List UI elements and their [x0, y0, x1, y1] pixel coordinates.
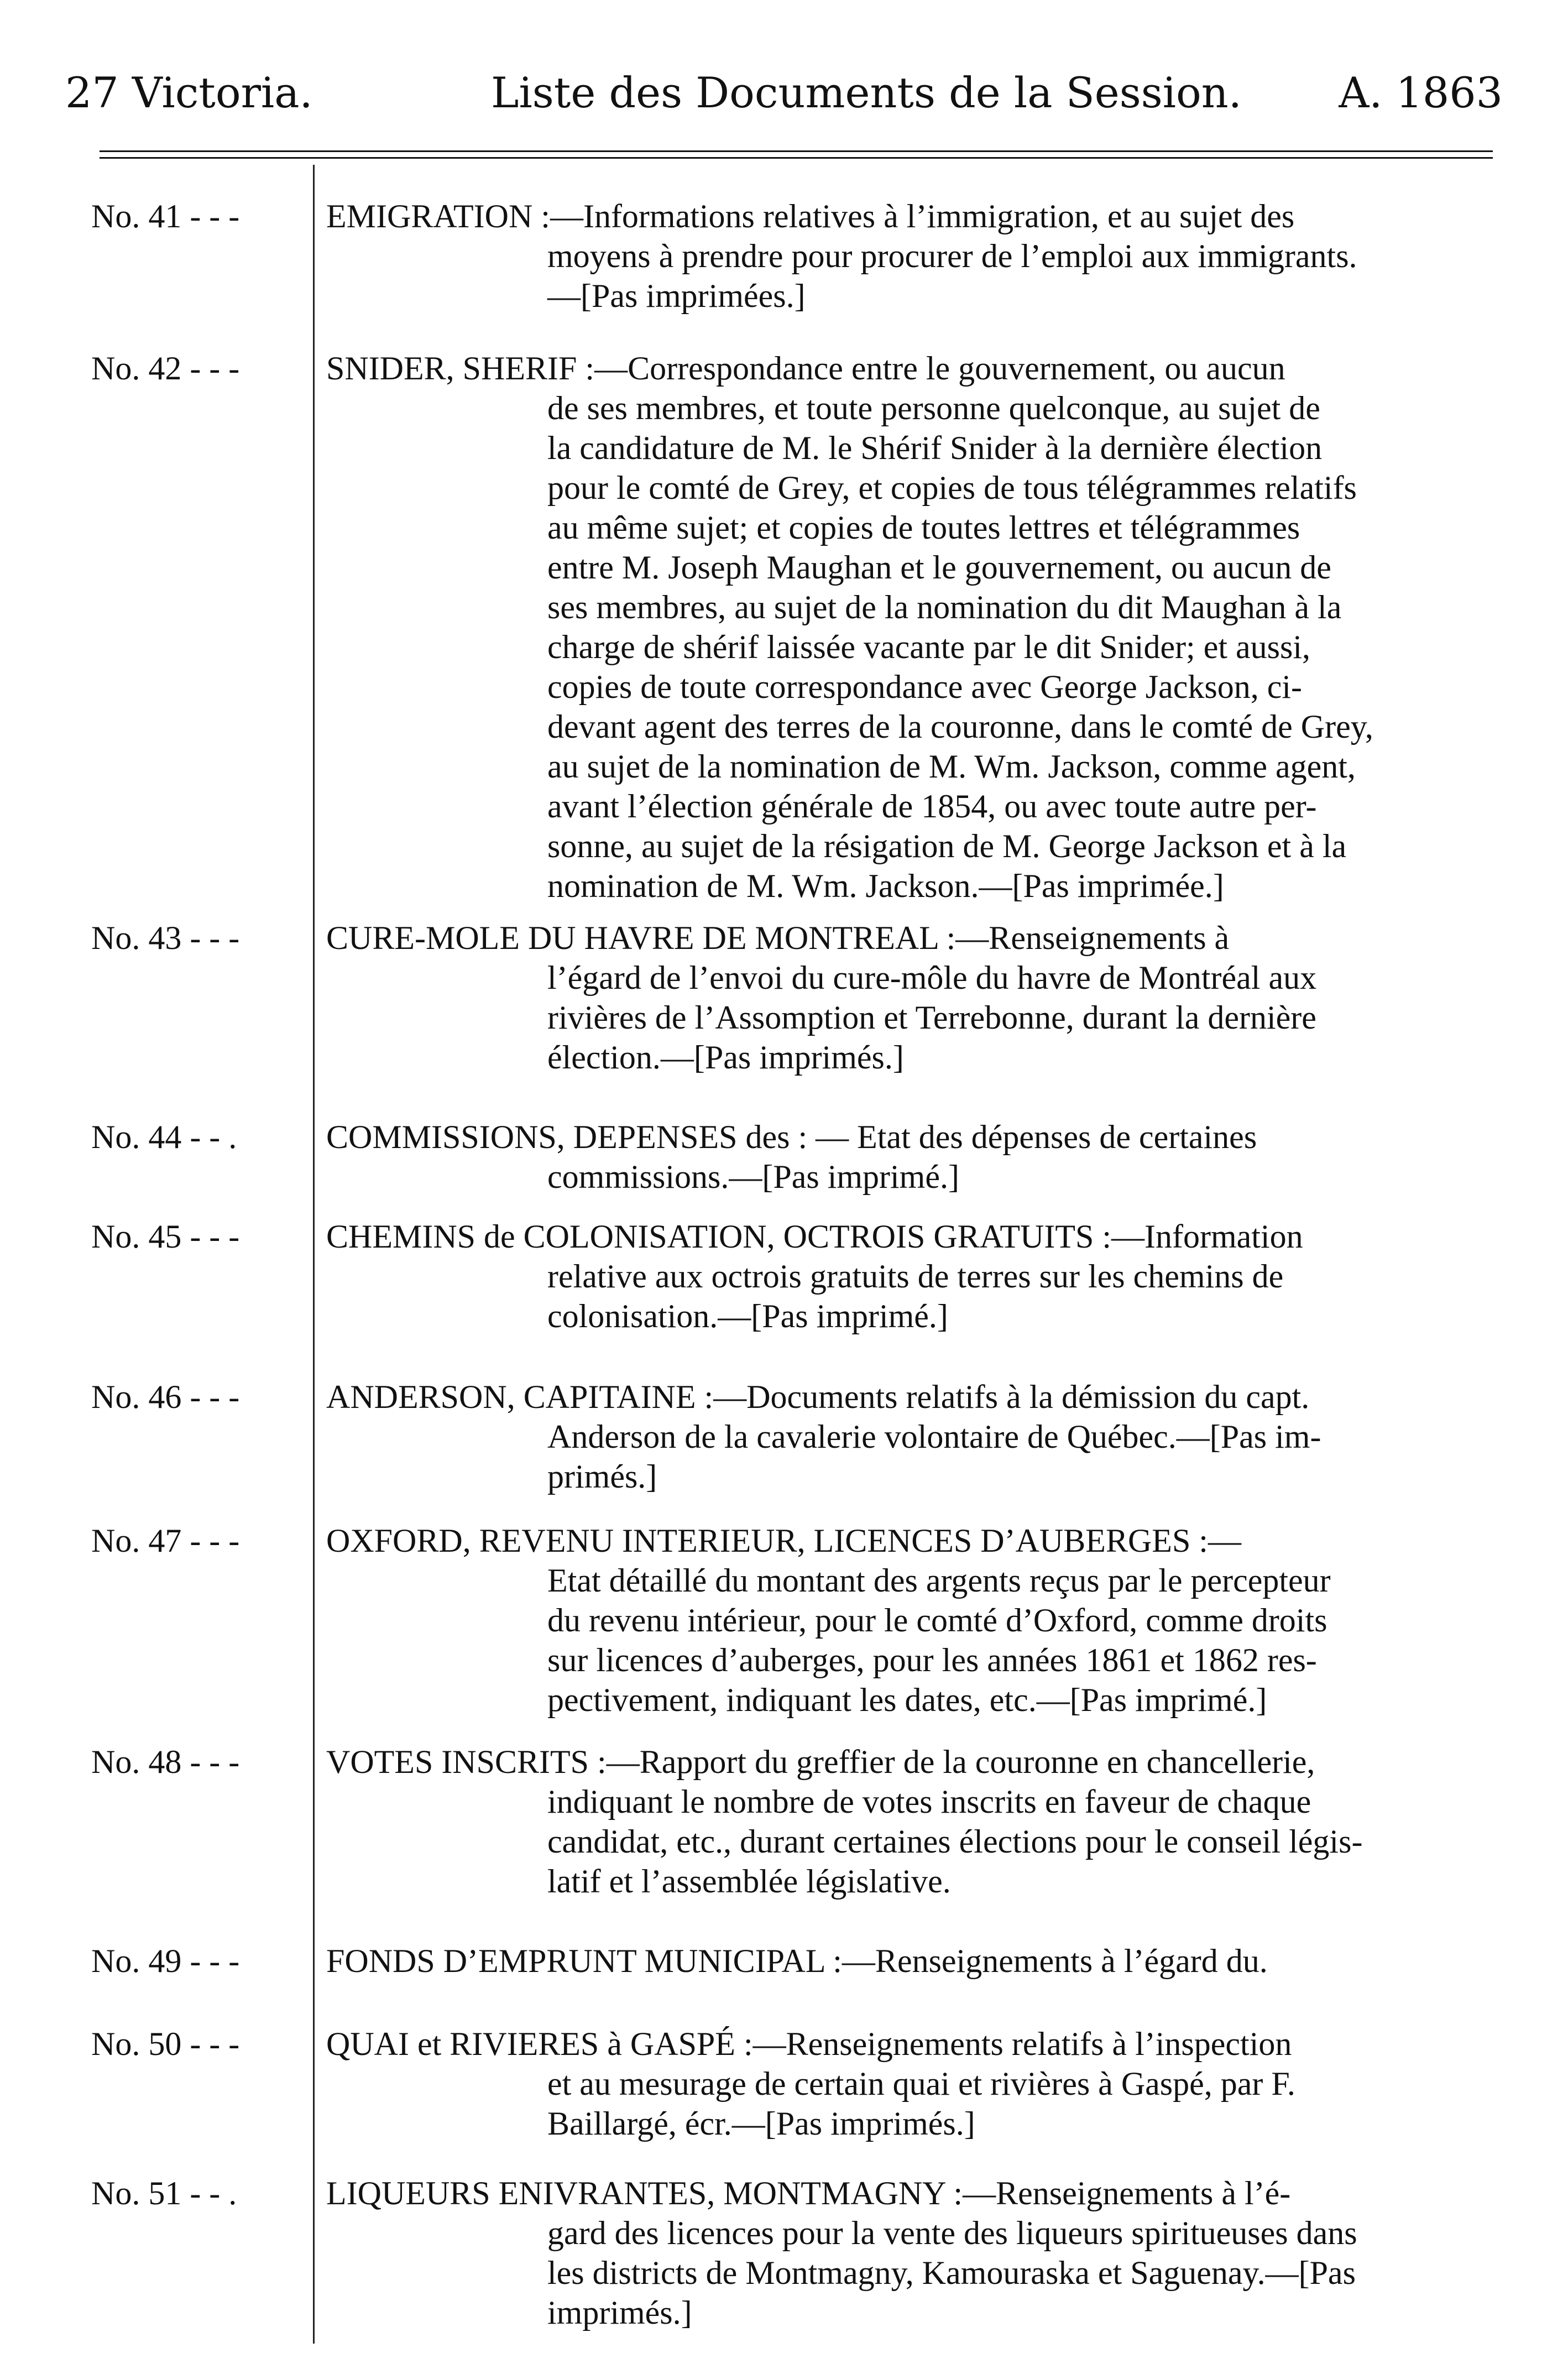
description-line: au même sujet; et copies de toutes lettres et télégrammes: [547, 509, 1300, 546]
header-title: Liste des Documents de la Session.: [491, 68, 1242, 117]
description-line: et au mesurage de certain quai et rivières à Gaspé, par F.: [547, 2065, 1295, 2102]
description-line: au sujet de la nomination de M. Wm. Jackson, comme agent,: [547, 748, 1356, 785]
description-heading-line: QUAI et RIVIERES à GASPÉ :—Renseignements relatifs à l’inspection: [326, 2026, 1292, 2062]
description-line: avant l’élection générale de 1854, ou avec toute autre per-: [547, 788, 1317, 825]
description-line: les districts de Montmagny, Kamouraska et Saguenay.—[Pas: [547, 2255, 1356, 2291]
description-heading-line: ANDERSON, CAPITAINE :—Documents relatifs à la démission du capt.: [326, 1379, 1310, 1415]
description-line: de ses membres, et toute personne quelconque, au sujet de: [547, 390, 1320, 426]
document-description: [326, 2173, 1509, 2333]
document-number: No. 44 - - .: [91, 1119, 237, 1155]
description-line: latif et l’assemblée législative.: [547, 1863, 951, 1900]
document-description: [326, 348, 1509, 906]
document-description: [326, 2024, 1509, 2143]
description-line: indiquant le nombre de votes inscrits en faveur de chaque: [547, 1783, 1311, 1820]
document-description: [326, 918, 1509, 1077]
description-line: copies de toute correspondance avec George Jackson, ci-: [547, 669, 1302, 705]
document-number: No. 41 - - -: [91, 198, 240, 234]
description-line: l’égard de l’envoi du cure-môle du havre de Montréal aux: [547, 959, 1317, 996]
description-line: imprimés.]: [547, 2294, 692, 2331]
description-line: colonisation.—[Pas imprimé.]: [547, 1298, 948, 1334]
document-description: [326, 1377, 1509, 1496]
description-heading-line: CURE-MOLE DU HAVRE DE MONTREAL :—Renseignements à: [326, 920, 1230, 956]
description-line: commissions.—[Pas imprimé.]: [547, 1159, 959, 1195]
document-description: [326, 1941, 1509, 1981]
document-number: No. 48 - - -: [91, 1744, 240, 1780]
description-line: la candidature de M. le Shérif Snider à la dernière élection: [547, 430, 1323, 466]
description-heading-line: COMMISSIONS, DEPENSES des : — Etat des dépenses de certaines: [326, 1119, 1257, 1155]
description-line: relative aux octrois gratuits de terres sur les chemins de: [547, 1258, 1284, 1295]
description-heading-line: EMIGRATION :—Informations relatives à l’immigration, et au sujet des: [326, 198, 1295, 234]
document-description: [326, 1742, 1509, 1901]
header-rule-bottom: [100, 157, 1493, 159]
document-number: No. 49 - - -: [91, 1943, 240, 1979]
header-right-year: A. 1863: [1339, 68, 1503, 117]
description-line: sur licences d’auberges, pour les années 1861 et 1862 res-: [547, 1642, 1317, 1678]
description-line: Anderson de la cavalerie volontaire de Québec.—[Pas im-: [547, 1418, 1321, 1455]
description-line: pour le comté de Grey, et copies de tous télégrammes relatifs: [547, 469, 1357, 506]
document-description: [326, 196, 1509, 316]
description-line: moyens à prendre pour procurer de l’emploi aux immigrants.: [547, 238, 1357, 274]
description-line: charge de shérif laissée vacante par le dit Snider; et aussi,: [547, 629, 1311, 665]
description-heading-line: OXFORD, REVENU INTERIEUR, LICENCES D’AUBERGES :—: [326, 1522, 1241, 1559]
document-number: No. 46 - - -: [91, 1379, 240, 1415]
description-line: pectivement, indiquant les dates, etc.—[Pas imprimé.]: [547, 1682, 1267, 1718]
description-line: primés.]: [547, 1458, 657, 1495]
description-heading-line: FONDS D’EMPRUNT MUNICIPAL :—Renseignements à l’égard du.: [326, 1943, 1268, 1979]
description-line: —[Pas imprimées.]: [547, 278, 806, 314]
document-number: No. 47 - - -: [91, 1522, 240, 1559]
document-number: No. 51 - - .: [91, 2175, 237, 2211]
column-divider: [313, 165, 315, 2344]
document-description: [326, 1521, 1509, 1720]
document-number: No. 45 - - -: [91, 1218, 240, 1255]
description-heading-line: LIQUEURS ENIVRANTES, MONTMAGNY :—Renseignements à l’é-: [326, 2175, 1291, 2211]
description-line: entre M. Joseph Maughan et le gouvernement, ou aucun de: [547, 549, 1331, 586]
description-line: gard des licences pour la vente des liqueurs spiritueuses dans: [547, 2215, 1357, 2251]
page-header: [65, 65, 1503, 121]
description-heading-line: CHEMINS de COLONISATION, OCTROIS GRATUITS :—Information: [326, 1218, 1303, 1255]
document-description: [326, 1117, 1509, 1197]
description-line: sonne, au sujet de la résigation de M. George Jackson et à la: [547, 828, 1347, 864]
header-left-volume: 27 Victoria.: [65, 68, 313, 117]
document-number: No. 42 - - -: [91, 350, 240, 387]
document-number: No. 43 - - -: [91, 920, 240, 956]
description-line: ses membres, au sujet de la nomination du dit Maughan à la: [547, 589, 1342, 625]
document-number: No. 50 - - -: [91, 2026, 240, 2062]
description-line: élection.—[Pas imprimés.]: [547, 1039, 904, 1076]
description-heading-line: SNIDER, SHERIF :—Correspondance entre le gouvernement, ou aucun: [326, 350, 1285, 387]
header-rule-top: [100, 150, 1493, 152]
description-line: Etat détaillé du montant des argents reçus par le percepteur: [547, 1562, 1331, 1599]
document-description: [326, 1217, 1509, 1336]
description-line: nomination de M. Wm. Jackson.—[Pas imprimée.]: [547, 868, 1224, 904]
description-line: devant agent des terres de la couronne, dans le comté de Grey,: [547, 708, 1373, 745]
description-heading-line: VOTES INSCRITS :—Rapport du greffier de la couronne en chancellerie,: [326, 1744, 1315, 1780]
description-line: candidat, etc., durant certaines élections pour le conseil légis-: [547, 1823, 1363, 1860]
description-line: Baillargé, écr.—[Pas imprimés.]: [547, 2105, 975, 2142]
description-line: rivières de l’Assomption et Terrebonne, durant la dernière: [547, 999, 1316, 1036]
description-line: du revenu intérieur, pour le comté d’Oxford, comme droits: [547, 1602, 1327, 1639]
